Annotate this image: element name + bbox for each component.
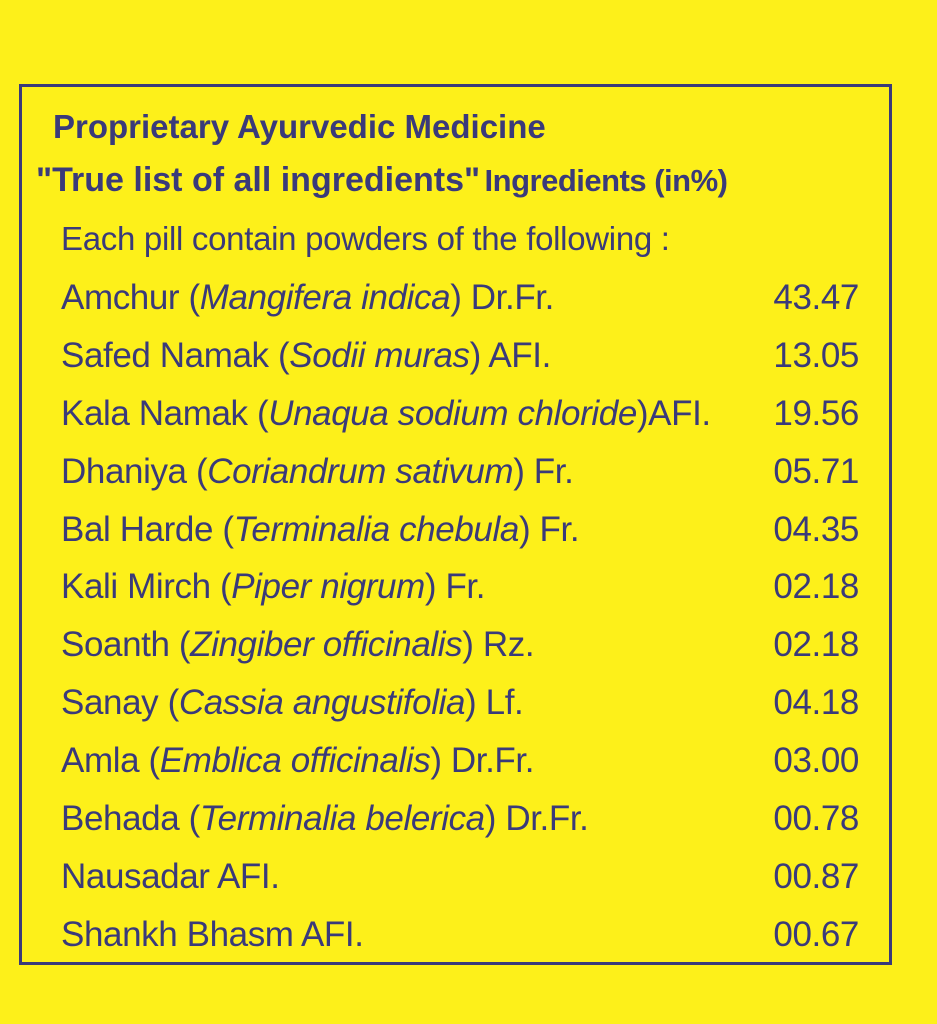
ingredient-latin-name: Terminalia belerica bbox=[199, 799, 485, 839]
ingredient-row bbox=[61, 679, 861, 737]
ingredient-percentage: 05.71 bbox=[773, 451, 859, 491]
ingredient-common-name: Sanay bbox=[61, 683, 159, 723]
ingredient-part: Dr.Fr. bbox=[450, 741, 535, 781]
ingredient-name: Bal Harde (Terminalia chebula) Fr. bbox=[61, 509, 580, 549]
ingredient-latin-name: Cassia angustifolia bbox=[178, 683, 466, 723]
ingredient-percentage: 04.35 bbox=[773, 509, 859, 549]
ingredient-latin-name: Emblica officinalis bbox=[159, 741, 431, 781]
ingredient-common-name: Amchur bbox=[61, 278, 180, 317]
ingredient-percentage: 00.67 bbox=[773, 914, 859, 954]
label-subtitle: "True list of all ingredients" bbox=[36, 161, 481, 199]
ingredient-row bbox=[61, 563, 861, 621]
ingredient-row bbox=[61, 390, 861, 448]
ingredient-part: Fr. bbox=[533, 451, 574, 491]
ingredient-name: Behada (Terminalia belerica) Dr.Fr. bbox=[61, 799, 589, 839]
ingredient-part: Dr.Fr. bbox=[470, 278, 554, 317]
ingredient-part: AFI. bbox=[648, 393, 711, 433]
ingredient-part: Fr. bbox=[539, 509, 580, 549]
ingredient-name: Sanay (Cassia angustifolia) Lf. bbox=[61, 683, 524, 723]
ingredient-part: AFI. bbox=[216, 856, 280, 896]
ingredient-common-name: Soanth bbox=[61, 625, 170, 665]
ingredient-percentage: 03.00 bbox=[773, 741, 859, 781]
ingredient-latin-name: Sodii muras bbox=[289, 335, 470, 375]
ingredient-common-name: Kali Mirch bbox=[61, 567, 211, 607]
ingredient-name: Soanth (Zingiber officinalis) Rz. bbox=[61, 625, 535, 665]
ingredient-row bbox=[61, 332, 861, 390]
ingredient-percentage: 13.05 bbox=[773, 335, 859, 375]
ingredient-common-name: Shankh Bhasm bbox=[61, 914, 294, 954]
ingredient-percentage: 19.56 bbox=[773, 393, 859, 433]
ingredient-part: Lf. bbox=[485, 683, 524, 723]
ingredient-common-name: Bal Harde bbox=[61, 509, 214, 549]
ingredient-name: Kali Mirch (Piper nigrum) Fr. bbox=[61, 567, 486, 607]
ingredient-latin-name: Coriandrum sativum bbox=[207, 451, 514, 491]
ingredient-row bbox=[61, 448, 861, 506]
ingredient-name bbox=[61, 853, 280, 901]
ingredient-percentage: 00.78 bbox=[773, 799, 859, 839]
ingredients-column-label: Ingredients (in%) bbox=[484, 163, 728, 198]
ingredient-name: Safed Namak (Sodii muras) AFI. bbox=[61, 335, 551, 375]
ingredient-common-name: Nausadar bbox=[61, 856, 210, 896]
ingredient-row bbox=[61, 853, 861, 911]
ingredient-latin-name: Unaqua sodium chloride bbox=[268, 393, 637, 433]
ingredient-common-name: Kala Namak bbox=[61, 393, 248, 433]
ingredient-row bbox=[61, 506, 861, 564]
ingredient-name: Amla (Emblica officinalis) Dr.Fr. bbox=[61, 741, 535, 781]
ingredient-row bbox=[61, 274, 861, 332]
ingredient-common-name: Behada bbox=[61, 799, 180, 839]
ingredient-percentage: 43.47 bbox=[773, 278, 859, 317]
ingredient-row bbox=[61, 795, 861, 853]
ingredient-row bbox=[61, 911, 861, 969]
ingredient-latin-name: Piper nigrum bbox=[231, 567, 425, 607]
intro-text: Each pill contain powders of the following : bbox=[61, 220, 670, 257]
ingredient-percentage: 02.18 bbox=[773, 567, 859, 607]
ingredient-name: Kala Namak (Unaqua sodium chloride)AFI. bbox=[61, 393, 711, 433]
ingredient-name bbox=[61, 911, 364, 959]
ingredient-latin-name: Zingiber officinalis bbox=[190, 625, 463, 665]
ingredient-list bbox=[61, 274, 861, 969]
ingredient-part: Dr.Fr. bbox=[505, 799, 589, 839]
ingredient-part: Fr. bbox=[445, 567, 486, 607]
ingredient-percentage: 02.18 bbox=[773, 625, 859, 665]
ingredient-name: Dhaniya (Coriandrum sativum) Fr. bbox=[61, 451, 574, 491]
ingredient-common-name: Dhaniya bbox=[61, 451, 187, 491]
ingredient-percentage: 00.87 bbox=[773, 856, 859, 896]
ingredient-name: Amchur (Mangifera indica) Dr.Fr. bbox=[61, 278, 554, 317]
ingredient-part: AFI. bbox=[300, 914, 364, 954]
ingredient-common-name: Amla bbox=[61, 741, 140, 781]
ingredient-row bbox=[61, 621, 861, 679]
ingredient-latin-name: Terminalia chebula bbox=[233, 509, 519, 549]
ingredient-part: Rz. bbox=[482, 625, 535, 665]
ingredient-percentage: 04.18 bbox=[773, 683, 859, 723]
label-title: Proprietary Ayurvedic Medicine bbox=[53, 108, 546, 145]
ingredient-part: AFI. bbox=[488, 335, 551, 375]
label-subtitle-line bbox=[36, 158, 728, 209]
ingredient-latin-name: Mangifera indica bbox=[199, 278, 451, 317]
ingredient-row bbox=[61, 737, 861, 795]
ingredient-common-name: Safed Namak bbox=[61, 335, 269, 375]
